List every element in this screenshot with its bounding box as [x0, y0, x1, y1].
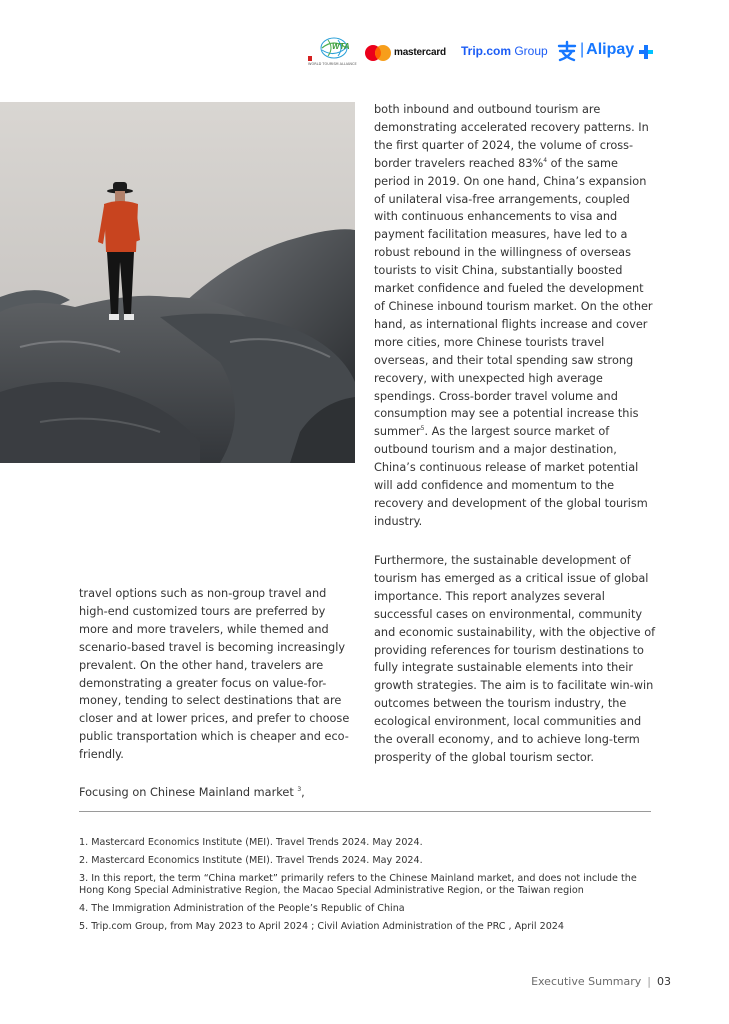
- left-column-paragraph-1: [79, 585, 351, 764]
- footnotes: [79, 837, 651, 939]
- left-para1-text: travel options such as non-group travel and high-end customized tours are preferred by more and more travelers, while themed and scenario-based travel is becoming increasingly prevalent. On the other hand, travelers are demonstrating a greater focus on value-for-money, tending to select destinations that are closer and at lower prices, and prefer to choose public transportation which is cheaper and eco-friendly.: [79, 587, 350, 762]
- footnote-3: 3. In this report, the term “China market” primarily refers to the Chinese Mainland market, and does not include the Hong Kong Special Administrative Region, the Macao Special Administrative Region, or the Taiwan region: [79, 872, 637, 897]
- right-para2-text: Furthermore, the sustainable development of tourism has emerged as a critical issue of global importance. This report analyzes several successful cases on environmental, community and economic sustainability, with the objective of providing references for tourism destinations to fully integrate sustainable elements into their growth strategies. The aim is to facilitate win-win outcomes between the tourism industry, the ecological environment, local communities and the overall economy, and to achieve long-term prosperity of the global tourism sector.: [374, 554, 656, 764]
- right-column-paragraph-2: [374, 552, 656, 767]
- svg-text:WTA: WTA: [332, 42, 350, 51]
- left-para2-text-b: ,: [301, 786, 305, 799]
- wta-logo: [306, 36, 357, 70]
- tripcom-logo: [461, 44, 548, 58]
- footnote-5: 5. Trip.com Group, from May 2023 to April 2024 ; Civil Aviation Administration of the PRC , April 2024: [79, 920, 565, 932]
- footnote-ref-4: 4: [543, 156, 548, 164]
- tripcom-wordmark: Trip.com: [461, 44, 512, 58]
- footnote-divider: [79, 811, 651, 812]
- plus-icon: [638, 44, 654, 60]
- alipay-wordmark: | Alipay: [580, 41, 635, 58]
- footnote-1: 1. Mastercard Economics Institute (MEI). Travel Trends 2024. May 2024.: [79, 837, 423, 848]
- left-para2-text-a: Focusing on Chinese Mainland market: [79, 786, 298, 799]
- wta-logo-text: WORLD TOURISM ALLIANCE: [308, 62, 357, 66]
- footer-separator: |: [647, 975, 651, 988]
- right-para1-text-b: of the same period in 2019. On one hand, China’s expansion of unilateral visa-free arrangements, coupled with continuous enhancements to visa and payment facilitation measures, have led to a robust rebound in the willingness of overseas tourists to visit China, substantially boosted market confidence and fueled the development of Chinese inbound tourism market. On the other hand, as international flights increase and cover more cities, more Chinese tourists travel overseas, and their total spending saw strong recovery, with unexpected high average spendings. Cross-border travel volume and consumption may see a potential increase this summer: [374, 156, 653, 439]
- mastercard-circles-icon: [364, 44, 392, 62]
- left-column-paragraph-2: [79, 784, 351, 802]
- page-footer: [500, 975, 671, 988]
- section-title: Executive Summary: [531, 975, 642, 988]
- right-column-paragraph-1: [374, 101, 656, 531]
- partner-logos: [306, 36, 666, 70]
- tripcom-group-label: Group: [511, 44, 548, 58]
- page-number: 03: [657, 975, 671, 988]
- alipay-character-icon: [556, 40, 578, 62]
- traveler-on-rocks-photo: [0, 102, 355, 463]
- footnote-4: 4. The Immigration Administration of the People’s Republic of China: [79, 903, 405, 915]
- footnote-2: 2. Mastercard Economics Institute (MEI). Travel Trends 2024. May 2024.: [79, 854, 423, 866]
- mastercard-wordmark: mastercard: [394, 47, 446, 58]
- footnote-ref-3: 3: [297, 786, 302, 794]
- footnote-ref-5: 5: [420, 425, 425, 433]
- globe-icon: [306, 36, 354, 62]
- right-para1-text-a: both inbound and outbound tourism are demonstrating accelerated recovery patterns. In the first quarter of 2024, the volume of cross-border travelers reached 83%: [374, 103, 649, 170]
- right-para1-text-c: . As the largest source market of outbound tourism and a major destination, China’s continuous release of market potential will add confidence and momentum to the recovery and development of the global tourism industry.: [374, 425, 648, 528]
